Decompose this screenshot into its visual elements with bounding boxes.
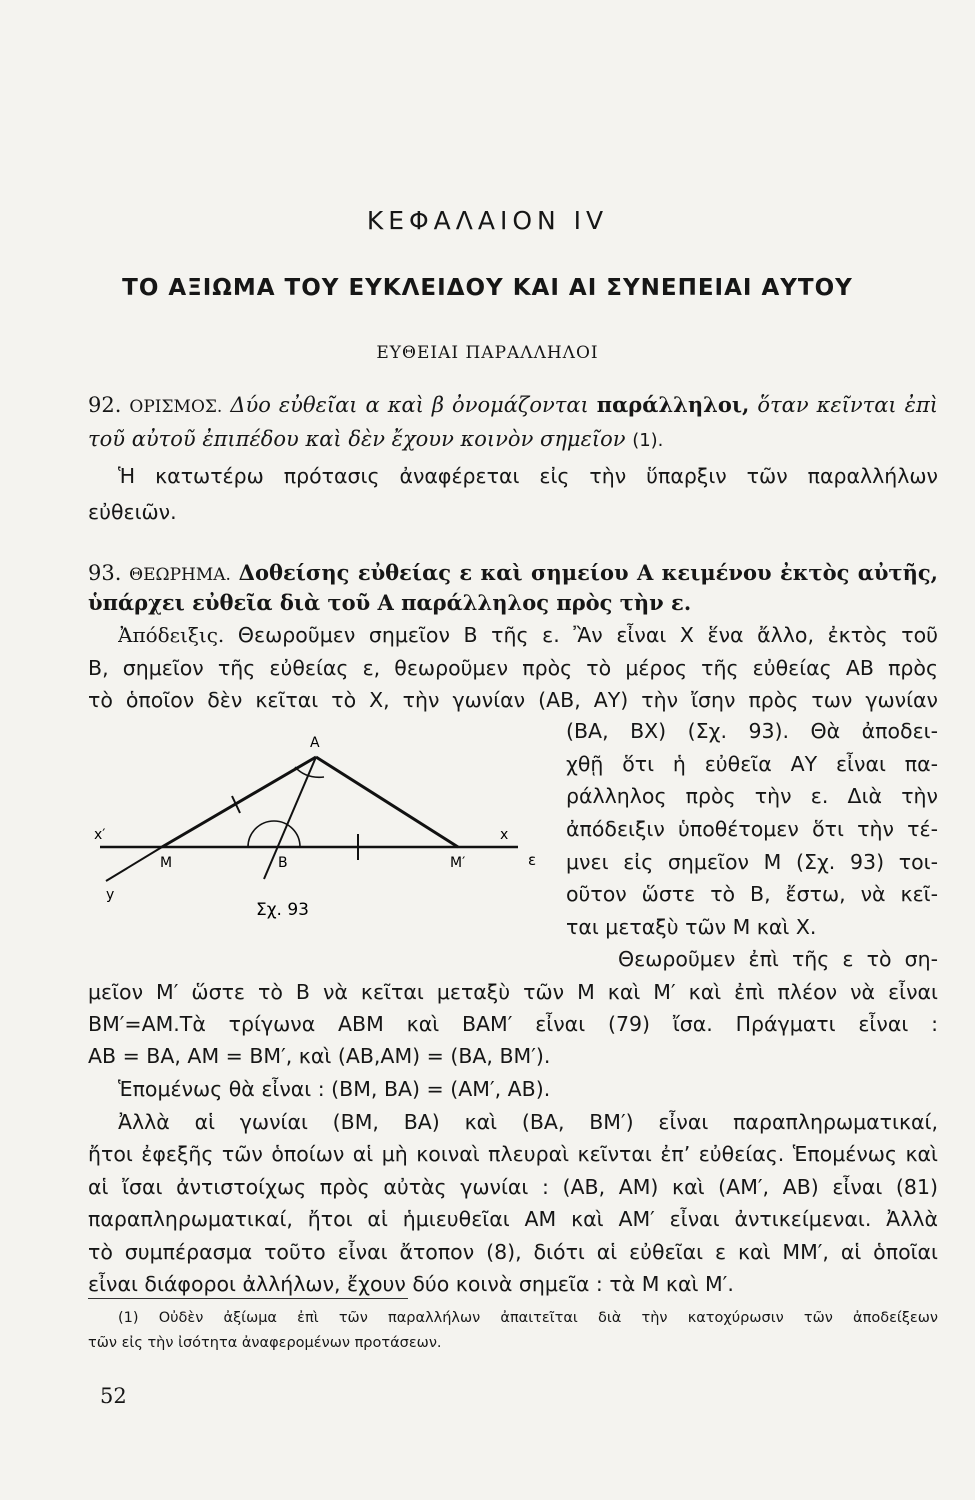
proof-line: ἀπόδειξιν ὑποθέτομεν ὅτι τὴν τέ-	[566, 817, 938, 841]
proof-line: Β, σημεῖον τῆς εὐθείας ε, θεωροῦμεν πρὸς τὸ μέρος τῆς εὐθείας ΑΒ πρὸς	[88, 656, 938, 680]
theorem-text: Δοθείσης εὐθείας ε καὶ σημείου Α κειμένου ἐκτὸς αὐτῆς,	[238, 560, 938, 585]
proof-line: Ἑπομένως θὰ εἶναι : (ΒΜ, ΒΑ) = (ΑΜ′, ΑΒ).	[118, 1077, 551, 1101]
proof-line: ται μεταξὺ τῶν Μ καὶ Χ.	[566, 915, 817, 939]
figure-caption: Σχ. 93	[256, 900, 310, 920]
footnote-line-2: τῶν εἰς τὴν ἰσότητα ἀναφερομένων προτάσεων.	[88, 1335, 442, 1351]
label-x: x	[500, 827, 509, 843]
proof-line: μεῖον Μ′ ὥστε τὸ Β νὰ κεῖται μεταξὺ τῶν Μ καὶ Μ′ καὶ ἐπὶ πλέον νὰ εἶναι	[88, 980, 938, 1004]
proof-line: τὸ ὁποῖον δὲν κεῖται τὸ Χ, τὴν γωνίαν (ΑΒ, ΑΥ) τὴν ἴσην πρὸς των γωνίαν	[88, 688, 938, 712]
label-m-prime: Μ′	[450, 855, 466, 871]
definition-text: τοῦ αὐτοῦ ἐπιπέδου καὶ δὲν ἔχουν κοινὸν σημεῖον	[88, 427, 626, 451]
proof-line: ράλληλος πρὸς τὴν ε. Διὰ τὴν	[566, 784, 938, 808]
label-y: y	[106, 887, 115, 903]
footnote-rule	[88, 1298, 408, 1299]
paragraph-line: εὐθειῶν.	[88, 500, 177, 524]
theorem-93-line-1	[88, 560, 938, 585]
proof-line: Ἀλλὰ αἱ γωνίαι (ΒΜ, ΒΑ) καὶ (ΒΑ, ΒΜ′) εἶναι παραπληρωματικαί,	[118, 1110, 938, 1134]
definition-text: ὅταν κεῖνται ἐπὶ	[757, 393, 938, 417]
label-b: Β	[278, 855, 288, 871]
proof-line: ΑΒ = ΒΑ, ΑΜ = ΒΜ′, καὶ (ΑΒ,ΑΜ) = (ΒΑ, ΒΜ′).	[88, 1044, 551, 1068]
theorem-text: ὑπάρχει εὐθεῖα διὰ τοῦ Α παράλληλος πρὸς τὴν ε.	[88, 590, 692, 615]
proof-line: τὸ συμπέρασμα τοῦτο εἶναι ἄτοπον (8), διότι αἱ εὐθεῖαι ε καὶ ΜΜ′, αἱ ὁποῖαι	[88, 1240, 938, 1264]
proof-label: Ἀπόδειξις.	[118, 623, 225, 647]
proof-line: (ΒΑ, ΒΧ) (Σχ. 93). Θὰ ἀποδει-	[566, 719, 938, 743]
proof-line: ΒΜ′=ΑΜ.Τὰ τρίγωνα ΑΒΜ καὶ ΒΑΜ′ εἶναι (79) ἴσα. Πράγματι εἶναι :	[88, 1012, 938, 1036]
angle-arc-b	[248, 821, 300, 847]
proof-text: Θεωροῦμεν σημεῖον Β τῆς ε. Ἂν εἶναι Χ ἕνα ἄλλο, ἐκτὸς τοῦ	[237, 623, 938, 647]
theorem-label: ΘΕΩΡΗΜΑ.	[129, 565, 231, 585]
definition-92-line-2	[88, 427, 938, 451]
chapter-title: ΤΟ ΑΞΙΩΜΑ ΤΟΥ ΕΥΚΛΕΙΔΟΥ ΚΑΙ ΑΙ ΣΥΝΕΠΕΙΑΙ ΑΥΤΟΥ	[122, 275, 853, 301]
paragraph-line: Ἡ κατωτέρω πρότασις ἀναφέρεται εἰς τὴν ὕπαρξιν τῶν παραλλήλων	[118, 464, 938, 488]
label-epsilon: ε	[528, 851, 537, 869]
proof-line: μνει εἰς σημεῖον Μ (Σχ. 93) τοι-	[566, 850, 938, 874]
proof-line: ἤτοι ἐφεξῆς τῶν ὁποίων αἱ μὴ κοιναὶ πλευραὶ κεῖνται ἐπ’ εὐθείας. Ἑπομένως καὶ	[88, 1142, 938, 1166]
definition-text: Δύο εὐθεῖαι α καὶ β ὀνομάζονται	[230, 393, 589, 417]
figure-93	[88, 733, 568, 923]
page-number: 52	[100, 1384, 127, 1408]
label-x-prime: x′	[94, 827, 106, 843]
footnote-line-1: (1) Οὐδὲν ἀξίωμα ἐπὶ τῶν παραλλήλων ἀπαιτεῖται διὰ τὴν κατοχύρωσιν τῶν ἀποδείξεων	[118, 1310, 938, 1326]
footnote-reference: (1).	[632, 430, 664, 451]
proof-line: αἱ ἴσαι ἀντιστοίχως πρὸς αὐτὰς γωνίαι : (ΑΒ, ΑΜ) καὶ (ΑΜ′, ΑΒ) εἶναι (81)	[88, 1175, 938, 1199]
definition-label: ΟΡΙΣΜΟΣ.	[129, 397, 223, 417]
chapter-heading: ΚΕΦΑΛΑΙΟΝ IV	[366, 206, 609, 235]
proof-line: παραπληρωματικαί, ἤτοι αἱ ἡμιευθεῖαι ΑΜ καὶ ΑΜ′ εἶναι ἀντικείμεναι. Ἀλλὰ	[88, 1207, 938, 1231]
definition-92-line-1	[88, 392, 938, 417]
label-m: Μ	[160, 855, 173, 871]
proof-line-1	[118, 623, 938, 647]
segment-am	[162, 757, 316, 847]
segment-am-prime	[316, 757, 458, 847]
section-number-92: 92.	[88, 393, 122, 417]
proof-line: χθῇ ὅτι ἡ εὐθεῖα ΑΥ εἶναι πα-	[566, 752, 938, 776]
ray-ay	[106, 847, 162, 881]
proof-line: οῦτον ὥστε τὸ Β, ἔστω, νὰ κεῖ-	[566, 882, 938, 906]
section-number-93: 93.	[88, 561, 122, 585]
proof-line: εἶναι διάφοροι ἀλλήλων, ἔχουν δύο κοινὰ σημεῖα : τὰ Μ καὶ Μ′.	[88, 1272, 734, 1296]
label-a: Α	[310, 735, 320, 751]
proof-line: Θεωροῦμεν ἐπὶ τῆς ε τὸ ση-	[618, 947, 938, 971]
section-subtitle: ΕΥΘΕΙΑΙ ΠΑΡΑΛΛΗΛΟΙ	[376, 343, 599, 363]
term-parallel: παράλληλοι,	[596, 392, 750, 417]
